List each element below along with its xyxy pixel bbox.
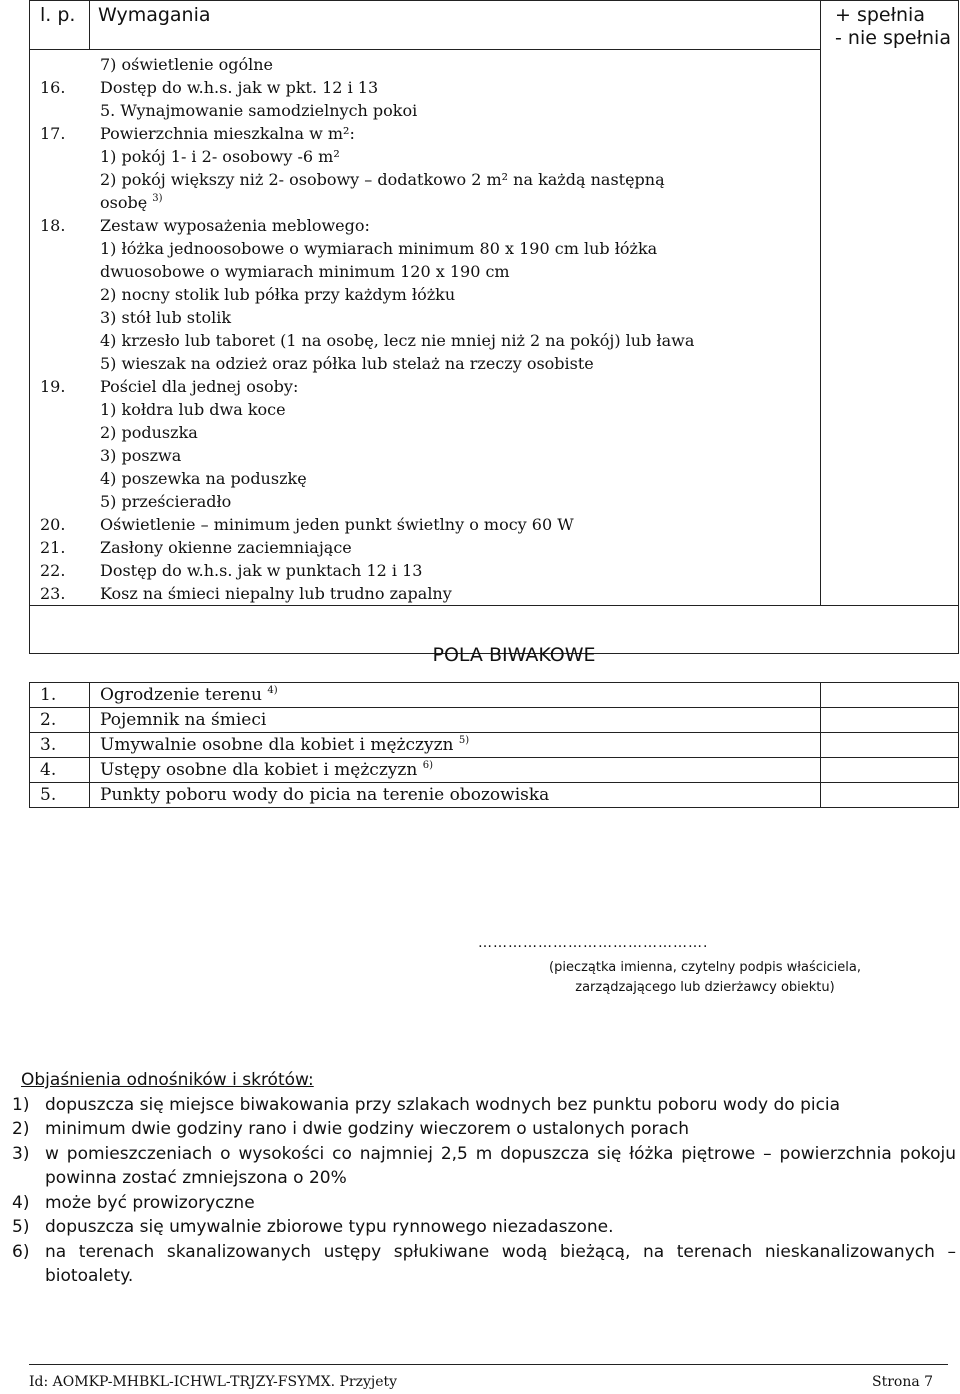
- requirement-row: [30, 145, 820, 168]
- requirement-row: [30, 352, 820, 375]
- requirement-row: [30, 168, 820, 191]
- requirement-row: [30, 467, 820, 490]
- row-text: 5) prześcieradło: [100, 492, 232, 511]
- signature-caption-line2: zarządzającego lub dzierżawcy obiektu): [575, 980, 835, 995]
- row-number: [30, 306, 90, 329]
- requirements-table: [29, 0, 959, 666]
- row-number: [30, 467, 90, 490]
- requirement-row: [30, 191, 820, 214]
- row-text: Dostęp do w.h.s. jak w pkt. 12 i 13: [100, 78, 379, 97]
- footnote-item: [12, 1240, 956, 1289]
- footnote-number: 5): [12, 1217, 30, 1237]
- footnote-text: może być prowizoryczne: [45, 1192, 255, 1213]
- status-cell[interactable]: [821, 783, 959, 808]
- row-text: 5) wieszak na odzież oraz półka lub stelaż na rzeczy osobiste: [100, 354, 594, 373]
- requirement-row: [30, 559, 820, 582]
- bivouac-row: [30, 733, 959, 758]
- row-text: 4) poszewka na poduszkę: [100, 469, 307, 488]
- table-header-row: [30, 1, 959, 50]
- row-number: [30, 421, 90, 444]
- footer-page-number: Strona 7: [872, 1374, 934, 1390]
- status-cell[interactable]: [821, 708, 959, 733]
- footnote-ref: 6): [422, 760, 433, 771]
- signature-caption-line1: (pieczątka imienna, czytelny podpis właściciela,: [549, 960, 861, 975]
- status-cell[interactable]: [821, 758, 959, 783]
- row-number: [30, 260, 90, 283]
- row-text: Zasłony okienne zaciemniające: [100, 538, 352, 557]
- row-text: Punkty poboru wody do picia na terenie obozowiska: [90, 783, 821, 808]
- row-number: 19.: [40, 377, 66, 396]
- status-meets: + spełnia: [835, 4, 925, 26]
- row-number: [30, 283, 90, 306]
- requirement-row: [30, 214, 820, 237]
- row-text: 1) łóżka jednoosobowe o wymiarach minimum 80 x 190 cm lub łóżka: [100, 239, 658, 258]
- row-text: 2) nocny stolik lub półka przy każdym łóżku: [100, 285, 456, 304]
- section-title-cell: [30, 606, 959, 666]
- requirement-row: [30, 398, 820, 421]
- row-number: [30, 444, 90, 467]
- row-text: Umywalnie osobne dla kobiet i mężczyzn $^{5)}$: [90, 733, 821, 758]
- footnotes: [12, 1068, 956, 1289]
- footnote-text: dopuszcza się miejsce biwakowania przy szlakach wodnych bez punktu poboru wody do picia: [45, 1094, 841, 1115]
- row-text: Ustępy osobne dla kobiet i mężczyzn $^{6)}$: [90, 758, 821, 783]
- row-number: [30, 191, 90, 214]
- requirement-row: [30, 99, 820, 122]
- row-number: [30, 398, 90, 421]
- row-text: Pojemnik na śmieci: [90, 708, 821, 733]
- row-number: [30, 99, 90, 122]
- footnote-number: 1): [12, 1094, 30, 1115]
- footnote-ref: 5): [458, 735, 470, 746]
- row-text: Ogrodzenie terenu $^{4)}$: [90, 683, 821, 708]
- row-text: 2) poduszka: [100, 423, 198, 442]
- row-text: Zestaw wyposażenia meblowego:: [100, 216, 370, 235]
- footnote-number: 3): [12, 1143, 30, 1164]
- footnote-item: [12, 1142, 956, 1191]
- row-number: 3.: [30, 733, 90, 758]
- status-cell[interactable]: [821, 733, 959, 758]
- footer-divider: [29, 1364, 948, 1365]
- requirement-row: [30, 76, 820, 99]
- footnote-item: [12, 1191, 956, 1216]
- requirement-row: [30, 375, 820, 398]
- row-number: 20.: [40, 515, 66, 534]
- footnote-number: 2): [12, 1119, 30, 1139]
- row-number: 22.: [40, 561, 66, 580]
- row-number: 16.: [40, 78, 66, 97]
- bivouac-row: [30, 758, 959, 783]
- requirement-row: [30, 582, 820, 605]
- bivouac-table: [29, 682, 959, 808]
- row-text: 4) krzesło lub taboret (1 na osobę, lecz nie mniej niż 2 na pokój) lub ława: [100, 331, 695, 350]
- header-lp: l. p.: [30, 1, 90, 50]
- row-number: [30, 168, 90, 191]
- status-cell[interactable]: [821, 683, 959, 708]
- footnote-text: minimum dwie godziny rano i dwie godziny wieczorem o ustalonych porach: [45, 1119, 690, 1139]
- row-text: 3) stół lub stolik: [100, 308, 232, 327]
- row-number: 17.: [40, 124, 66, 143]
- requirement-row: [30, 237, 820, 260]
- row-number: [30, 352, 90, 375]
- row-text: Oświetlenie – minimum jeden punkt świetlny o mocy 60 W: [100, 515, 574, 534]
- header-requirements: Wymagania: [90, 1, 821, 50]
- bivouac-row: [30, 683, 959, 708]
- status-not-meets: - nie spełnia: [835, 27, 951, 49]
- row-number: 23.: [40, 584, 66, 603]
- row-number: [30, 490, 90, 513]
- row-text: 2) pokój większy niż 2- osobowy – dodatkowo 2 m² na każdą następną: [100, 170, 665, 189]
- requirement-row: [30, 53, 820, 76]
- row-number: [30, 237, 90, 260]
- signature-caption: [470, 958, 940, 998]
- requirement-row: [30, 283, 820, 306]
- row-number: 21.: [40, 538, 66, 557]
- requirements-body: [30, 50, 821, 606]
- footnote-text: w pomieszczeniach o wysokości co najmniej 2,5 m dopuszcza się łóżka piętrowe – powierzchnia pokoju powinna zostać zmniejszona o 20%: [45, 1143, 956, 1188]
- section-title: POLA BIWAKOWE: [432, 643, 596, 666]
- requirement-row: [30, 306, 820, 329]
- row-text: Kosz na śmieci niepalny lub trudno zapalny: [100, 584, 452, 603]
- row-number: 4.: [30, 758, 90, 783]
- requirement-row: [30, 513, 820, 536]
- footnote-text: na terenach skanalizowanych ustępy spłukiwane wodą bieżącą, na terenach nieskanalizowanych – biotoalety.: [45, 1241, 956, 1286]
- requirement-row: [30, 122, 820, 145]
- row-number: 18.: [40, 216, 66, 235]
- row-text: Powierzchnia mieszkalna w m²:: [100, 124, 355, 143]
- bivouac-row: [30, 708, 959, 733]
- row-text: dwuosobowe o wymiarach minimum 120 x 190 cm: [100, 262, 510, 281]
- footnote-text: dopuszcza się umywalnie zbiorowe typu rynnowego niezadaszone.: [45, 1217, 614, 1237]
- requirement-row: [30, 421, 820, 444]
- footnotes-title: Objaśnienia odnośników i skrótów:: [21, 1070, 314, 1090]
- header-status: [821, 1, 959, 606]
- row-number: 1.: [30, 683, 90, 708]
- row-number: [30, 329, 90, 352]
- footnote-number: 6): [12, 1241, 30, 1262]
- requirement-row: [30, 490, 820, 513]
- row-number: [30, 53, 90, 76]
- footnote-item: [12, 1117, 956, 1142]
- requirement-row: [30, 536, 820, 559]
- row-text: 7) oświetlenie ogólne: [100, 55, 274, 74]
- footnote-item: [12, 1093, 956, 1118]
- footnote-item: [12, 1215, 956, 1240]
- row-text: 1) kołdra lub dwa koce: [100, 400, 286, 419]
- row-number: [30, 145, 90, 168]
- row-text: osobę $^{3)}$: [100, 193, 163, 212]
- row-text: Dostęp do w.h.s. jak w punktach 12 i 13: [100, 561, 423, 580]
- requirement-row: [30, 260, 820, 283]
- footer-id: Id: AOMKP-MHBKL-ICHWL-TRJZY-FSYMX. Przyjety: [29, 1374, 398, 1390]
- row-text: 5. Wynajmowanie samodzielnych pokoi: [100, 101, 418, 120]
- row-number: 5.: [30, 783, 90, 808]
- signature-line: ……………………………………….: [478, 935, 709, 951]
- requirement-row: [30, 329, 820, 352]
- footnote-ref: 4): [267, 685, 278, 696]
- row-text: 3) poszwa: [100, 446, 182, 465]
- bivouac-row: [30, 783, 959, 808]
- requirement-row: [30, 444, 820, 467]
- footnote-ref: 3): [152, 193, 163, 204]
- row-text: Pościel dla jednej osoby:: [100, 377, 299, 396]
- row-number: 2.: [30, 708, 90, 733]
- row-text: 1) pokój 1- i 2- osobowy -6 m²: [100, 147, 340, 166]
- footnote-number: 4): [12, 1192, 30, 1213]
